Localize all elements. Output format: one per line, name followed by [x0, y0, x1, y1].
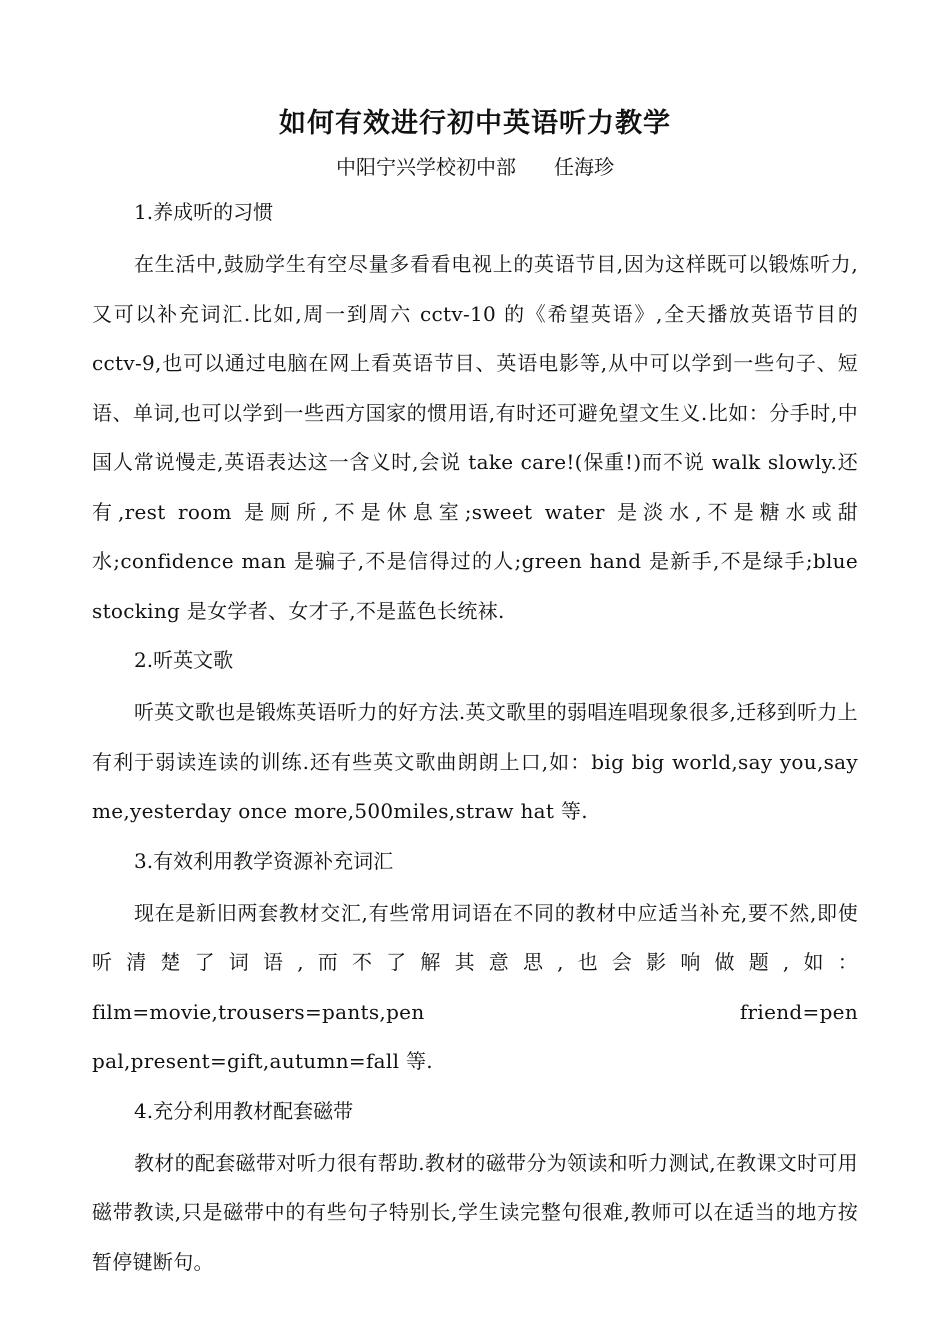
section-paragraph-4: 教材的配套磁带对听力很有帮助.教材的磁带分为领读和听力测试,在教课文时可用磁带教读,只是磁带中的有些句子特别长,学生读完整句很难,教师可以在适当的地方按暂停键断句。: [92, 1150, 858, 1274]
section-heading-4: 4.充分利用教材配套磁带: [134, 1098, 354, 1123]
author-name: 任海珍: [554, 155, 614, 179]
section-paragraph-3: 现在是新旧两套教材交汇,有些常用词语在不同的教材中应适当补充,要不然,即使听清楚了词语,而不了解其意思,也会影响做题,如：film=movie,trousers=pants,pen friend=pen pal,present=gift,autumn=fall 等.: [92, 900, 858, 1073]
section-paragraph-1: 在生活中,鼓励学生有空尽量多看看电视上的英语节目,因为这样既可以锻炼听力,又可以补充词汇.比如,周一到周六 cctv-10 的《希望英语》,全天播放英语节目的 cctv-9,也可以通过电脑在网上看英语节目、英语电影等,从中可以学到一些句子、短语、单词,也可以学到一些西方国家的惯用语,有时还可避免望文生义.比如：分手时,中国人常说慢走,英语表达这一含义时,会说 take care!(保重!)而不说 walk slowly.还有,rest room 是厕所,不是休息室;sweet water 是淡水,不是糖水或甜水;confidence man 是骗子,不是信得过的人;green hand 是新手,不是绿手;blue stocking 是女学者、女才子,不是蓝色长统袜.: [92, 252, 858, 623]
author-school: 中阳宁兴学校初中部: [336, 155, 516, 179]
document-page: [92, 104, 858, 1293]
section-heading-2: 2.听英文歌: [134, 648, 234, 672]
section-paragraph-2: 听英文歌也是锻炼英语听力的好方法.英文歌里的弱唱连唱现象很多,迁移到听力上有利于弱读连读的训练.还有些英文歌曲朗朗上口,如：big big world,say you,say me,yesterday once more,500miles,straw hat 等.: [92, 700, 858, 823]
section-heading-3: 3.有效利用教学资源补充词汇: [134, 848, 394, 873]
section-heading-1: 1.养成听的习惯: [134, 200, 274, 224]
document-title: 如何有效进行初中英语听力教学: [279, 108, 671, 139]
author-line: [92, 152, 858, 182]
